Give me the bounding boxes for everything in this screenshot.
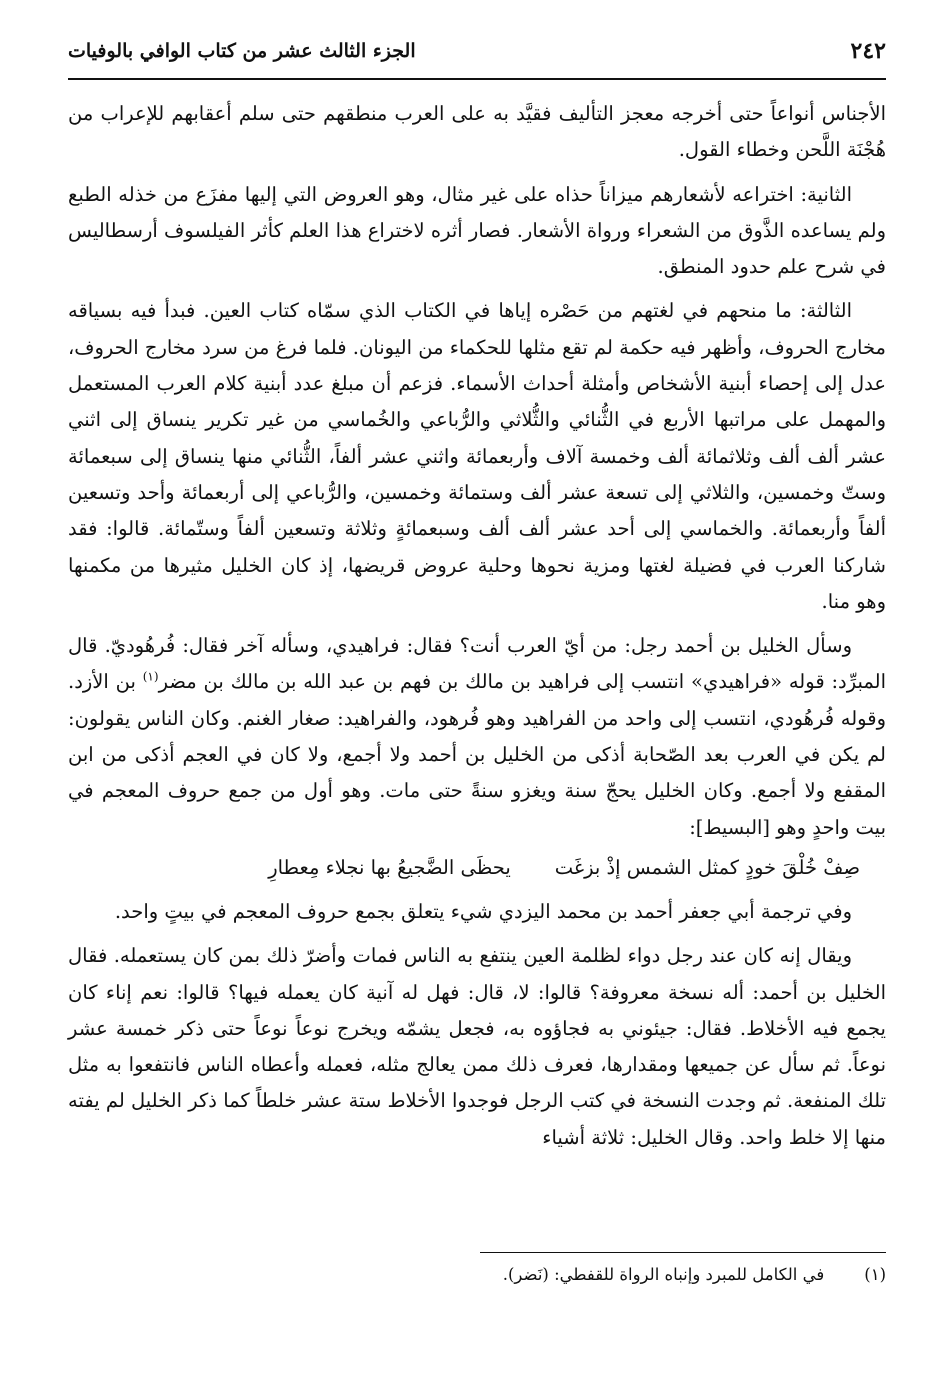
verse-first-hemistich: صِفْ خُلْقَ خودٍ كمثل الشمس إذْ بزغَت [554,855,860,879]
paragraph-2: الثانية: اختراعه لأشعارهم ميزاناً حذاه على غير مثال، وهو العروض التي إليها مفزَع من خذله الطبع ولم يساعده الذَّوق من الشعراء ورواة الأشعار. فصار أثره لاختراع هذا العلم كأثر الفيلسوف أرسطاليس في شرح علم حدود المنطق. [68,182,886,279]
book-page [68,34,886,1344]
paragraph-6: ويقال إنه كان عند رجل دواء لظلمة العين ينتفع به الناس فمات وأضرّ ذلك بمن كان يستعمله. فقال الخليل بن أحمد: أله نسخة معروفة؟ قالوا: لا، قال: فهل له آنية كان يعمله فيها؟ قالوا: نعم إناء كان يجمع فيه الأخلاط. فقال: جيئوني به فجاؤوه به، فجعل يشمّه ويخرج نوعاً نوعاً حتى ذكر خمسة عشر نوعاً. ثم سأل عن جميعها ومقدارها، فعرف ذلك ممن يعالج مثله، فعمله وأعطاه الناس فانتفعوا به مثل تلك المنفعة. ثم وجدت النسخة في كتب الرجل فوجدوا الأخلاط ستة عشر خلطاً كما ذكر الخليل لم يفته منها إلا خلط واحد. وقال الخليل: ثلاثة أشياء [68,944,886,1149]
book-title: الجزء الثالث عشر من كتاب الوافي بالوفيات [68,40,416,62]
paragraph-1: الأجناس أنواعاً حتى أخرجه معجز التأليف فقيَّد به على العرب منطقهم حتى سلم أعقابهم للإعراب من هُجْنَة اللَّحن وخطاء القول. [68,102,886,162]
running-header [68,34,886,80]
footnote-divider [480,1252,886,1253]
paragraph-4 [68,628,886,846]
footnote [503,1262,886,1288]
main-text [68,96,886,1156]
paragraph-3: الثالثة: ما منحهم في لغتهم من حَصْره إياها في الكتاب الذي سمّاه كتاب العين. فبدأ فيه بسياقه مخارج الحروف، وأظهر فيه حكمة لم تقع مثلها للحكماء من اليونان. فلما فرغ من سرد مخارج الحروف، عدل إلى إحصاء أبنية الأشخاص وأمثلة أحداث الأسماء. فزعم أن مبلغ عدد أبنية كلام العرب المستعمل والمهمل على مراتبها الأربع في الثُّنائي والثُّلاثي والرُّباعي والخُماسي من غير تكرير ينساق إلى اثني عشر ألف ألف وثلاثمائة ألف وخمسة آلاف وأربعمائة واثني عشر ألفاً، الثُّنائي منها ينساق إلى سبعمائة وستّ وخمسين، والثلاثي إلى تسعة عشر ألف وستمائة وخمسين، والرُّباعي إلى أربعمائة وأحد وتسعين ألفاً وأربعمائة. والخماسي إلى أحد عشر ألف ألف وسبعمائةٍ وثلاثة وتسعين ألفاً وستّمائة. قالوا: فقد شاركنا العرب في فضيلة لغتها ومزية نحوها وحلية عروض قريضها، إذ كان الخليل مثيرها من مكمنها وهو منا. [68,299,886,613]
paragraph-4-text: وسأل الخليل بن أحمد رجل: من أيّ العرب أنت؟ فقال: فراهيدي، وسأله آخر فقال: فُرهُوديّ. قال المبرِّد: قوله «فراهيدي» انتسب إلى فراهيد بن مالك بن فهم بن عبد الله بن مالك بن مضر [68,634,886,694]
poem-verse [68,848,886,888]
footnote-number: (١) [864,1265,886,1284]
paragraph-5: وفي ترجمة أبي جعفر أحمد بن محمد اليزدي شيء يتعلق بجمع حروف المعجم في بيتٍ واحد. [114,899,852,923]
footnote-text: في الكامل للمبرد وإنباه الرواة للقفطي: (نَضر). [502,1265,825,1284]
page-number: ٢٤٢ [850,38,886,64]
verse-second-hemistich: يحظَى الضَّجيعُ بها نجلاء مِعطارِ [268,855,511,879]
footnote-reference: (١) [142,669,159,684]
paragraph-4-continued: بن الأزد. وقوله فُرهُودي، انتسب إلى واحد من الفراهيد وهو فُرهود، والفراهيد: صغار الغنم. وكان الناس يقولون: لم يكن في العرب بعد الصّحابة أذكى من الخليل بن أحمد ولا أجمع، ولا كان في العجم أذكى من ابن المقفع ولا أجمع. وكان الخليل يحجّ سنة ويغزو سنةً حتى مات. وهو أول من جمع حروف المعجم في بيت واحدٍ وهو [البسيط]: [68,670,886,839]
